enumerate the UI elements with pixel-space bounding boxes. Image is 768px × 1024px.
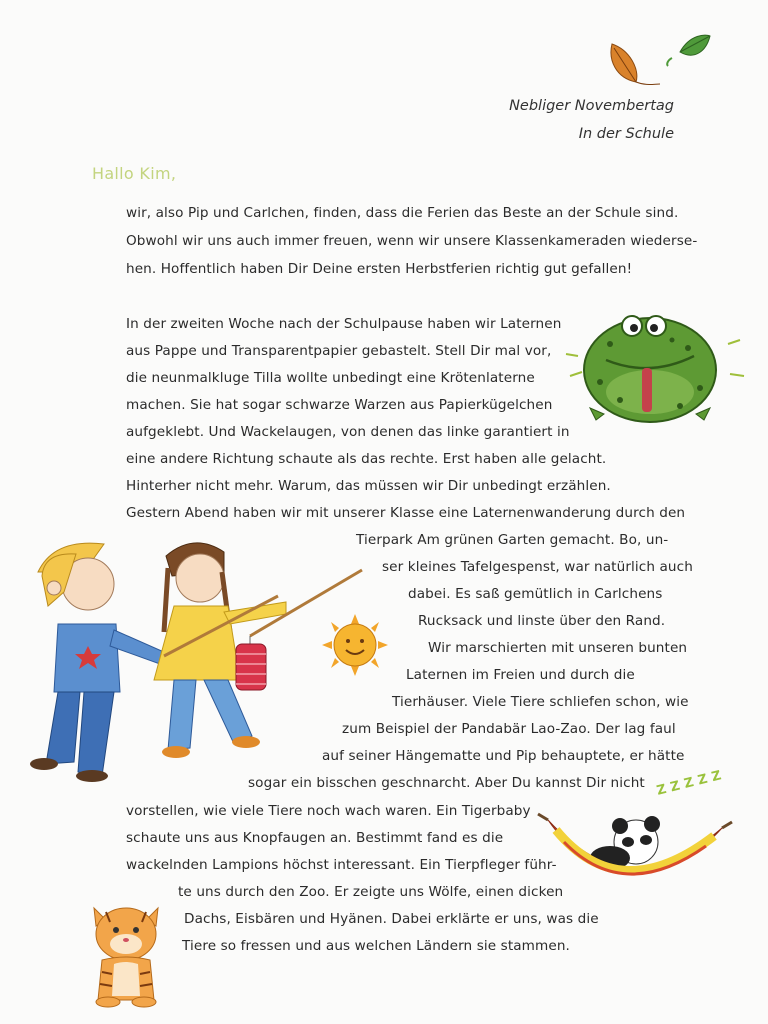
toad-lantern-icon: [560, 304, 750, 428]
text-line: aufgeklebt. Und Wackelaugen, von denen das linke garantiert in: [126, 424, 570, 440]
tiger-cub-icon: [84, 900, 168, 1008]
text-line: Hinterher nicht mehr. Warum, das müssen wir Dir unbedingt erzählen.: [126, 478, 611, 494]
text-line: dabei. Es saß gemütlich in Carlchens: [408, 586, 663, 602]
letter-place: In der Schule: [578, 126, 674, 142]
text-line: Laternen im Freien und durch die: [406, 667, 635, 683]
text-line: vorstellen, wie viele Tiere noch wach waren. Ein Tigerbaby: [126, 803, 531, 819]
text-line: sogar ein bisschen geschnarcht. Aber Du kannst Dir nicht: [248, 775, 645, 791]
snore-text: Z Z Z Z Z: [655, 768, 723, 799]
text-line: auf seiner Hängematte und Pip behauptete, er hätte: [322, 748, 685, 764]
text-line: die neunmalkluge Tilla wollte unbedingt eine Krötenlaterne: [126, 370, 535, 386]
letter-greeting: Hallo Kim,: [92, 164, 177, 183]
text-line: wackelnden Lampions höchst interessant. Ein Tierpfleger führ-: [126, 857, 557, 873]
text-line: schaute uns aus Knopfaugen an. Bestimmt fand es die: [126, 830, 504, 846]
text-line: hen. Hoffentlich haben Dir Deine ersten Herbstferien richtig gut gefallen!: [126, 261, 633, 277]
autumn-leaves-icon: [606, 30, 716, 90]
panda-hammock-icon: [536, 808, 736, 912]
text-line: Dachs, Eisbären und Hyänen. Dabei erklärte er uns, was die: [184, 911, 599, 927]
text-line: zum Beispiel der Pandabär Lao-Zao. Der lag faul: [342, 721, 676, 737]
letter-date: Nebliger Novembertag: [509, 98, 674, 114]
text-line: eine andere Richtung schaute als das rechte. Erst haben alle gelacht.: [126, 451, 607, 467]
text-line: Obwohl wir uns auch immer freuen, wenn wir unsere Klassenkameraden wiederse-: [126, 233, 698, 249]
sun-lantern-icon: [322, 614, 388, 676]
text-line: Rucksack und linste über den Rand.: [418, 613, 666, 629]
text-line: machen. Sie hat sogar schwarze Warzen aus Papierkügelchen: [126, 397, 553, 413]
children-with-lanterns-icon: [24, 532, 370, 788]
text-line: te uns durch den Zoo. Er zeigte uns Wölfe, einen dicken: [178, 884, 564, 900]
text-line: Tiere so fressen und aus welchen Ländern sie stammen.: [182, 938, 570, 954]
text-line: Gestern Abend haben wir mit unserer Klasse eine Laternenwanderung durch den: [126, 505, 686, 521]
text-line: ser kleines Tafelgespenst, war natürlich auch: [382, 559, 693, 575]
text-line: wir, also Pip und Carlchen, finden, dass die Ferien das Beste an der Schule sind.: [126, 205, 679, 221]
text-line: Wir marschierten mit unseren bunten: [428, 640, 688, 656]
text-line: Tierpark Am grünen Garten gemacht. Bo, un-: [356, 532, 669, 548]
text-line: In der zweiten Woche nach der Schulpause haben wir Laternen: [126, 316, 562, 332]
text-line: Tierhäuser. Viele Tiere schliefen schon, wie: [392, 694, 689, 710]
text-line: aus Pappe und Transparentpapier gebastelt. Stell Dir mal vor,: [126, 343, 552, 359]
